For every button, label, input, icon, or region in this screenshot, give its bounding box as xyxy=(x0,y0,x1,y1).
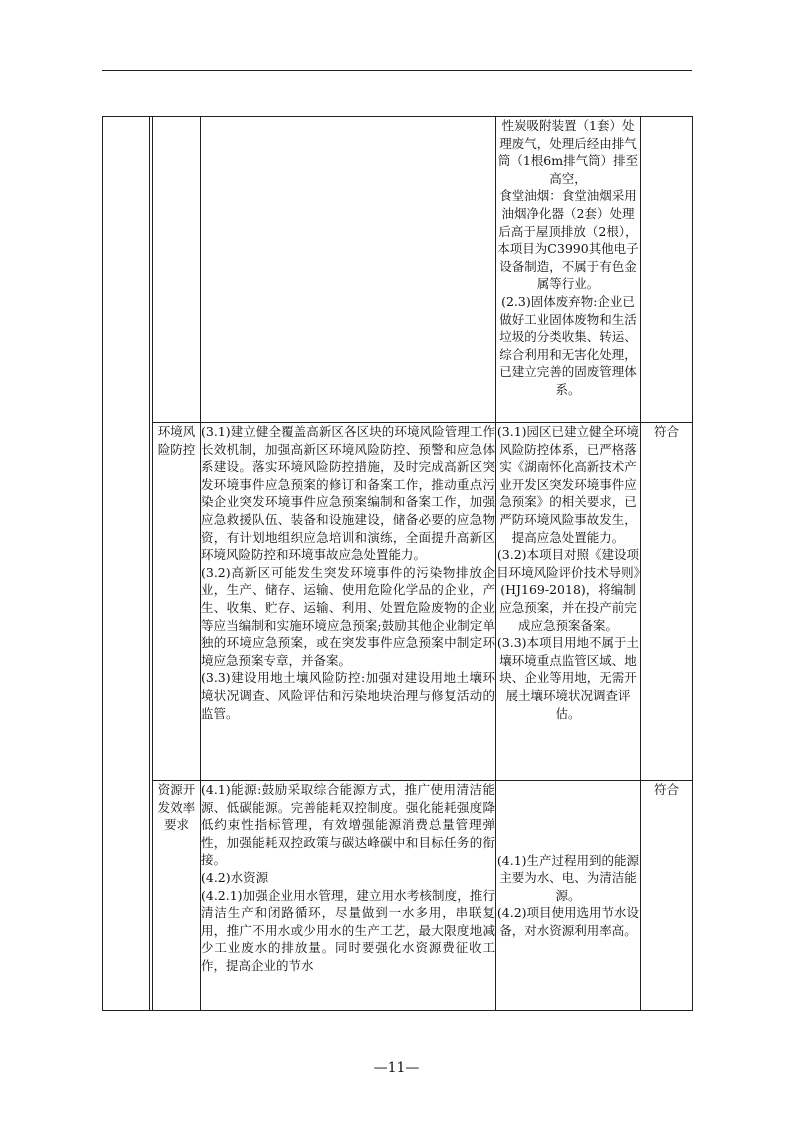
requirement-cell xyxy=(201,781,496,1011)
table-row xyxy=(103,117,693,423)
outer-category-cell xyxy=(103,117,150,1011)
category-cell xyxy=(153,117,201,423)
status-cell xyxy=(496,423,641,781)
status-paragraph: (2.3)固体废弃物:企业已做好工业固体废物和生活垃圾的分类收集、转运、综合利用和无害化处理，已建立完善的固废管理体系。 xyxy=(499,293,637,397)
requirement-paragraph: (3.2)高新区可能发生突发环境事件的污染物排放企业，生产、储存、运输、使用危险化学品的企业，产生、收集、贮存、运输、利用、处置危险废物的企业等应当编制和实施环境应急预案;鼓励其他企业制定单独的环境应急预案，或在突发事件应急预案中制定环境应急预案专章，并备案。 xyxy=(201,564,495,668)
status-paragraph: (4.1)生产过程用到的能源主要为水、电、为清洁能源。 xyxy=(496,852,640,903)
requirement-paragraph: (3.3)建设用地土壤风险防控:加强对建设用地土壤环境状况调查、风险评估和污染地块治理与修复活动的监管。 xyxy=(201,670,495,721)
status-paragraph: 性炭吸附装置（1套）处理废气，处理后经由排气筒（1根6m排气筒）排至高空， xyxy=(497,118,639,186)
status-paragraph: (3.1)园区已建立健全环境风险防控体系，已严格落实《湖南怀化高新技术产业开发区突发环境事件应急预案》的相关要求，已严防环境风险事故发生，提高应急处置能力。 xyxy=(496,424,640,545)
requirement-paragraph: (4.1)能源:鼓励采取综合能源方式，推广使用清洁能源、低碳能源。完善能耗双控制度。强化能耗强度降低约束性指标管理，有效增强能源消费总量管理弹性，加强能耗双控政策与碳达峰碳中和目标任务的衔接。 xyxy=(201,782,495,868)
header-rule xyxy=(102,70,692,71)
requirement-paragraph: (3.1)建立健全覆盖高新区各区块的环境风险管理工作长效机制，加强高新区环境风险防控、预警和应急体系建设。落实环境风险防控措施，及时完成高新区突发环境事件应急预案的修订和备案工作，推动重点污染企业突发环境事件应急预案编制和备案工作，加强应急救援队伍、装备和设施建设，储备必要的应急物资，有计划地组织应急培训和演练，全面提升高新区环境风险防控和环境事故应急处置能力。 xyxy=(201,424,495,563)
requirement-cell xyxy=(201,423,496,781)
status-paragraph: (4.2)项目使用选用节水设备，对水资源利用率高。 xyxy=(496,905,640,938)
category-cell: 环境风险防控 xyxy=(153,423,201,781)
requirement-paragraph: (4.2.1)加强企业用水管理，建立用水考核制度，推行清洁生产和闭路循环，尽量做到一水多用，串联复用，推广不用水或少用水的生产工艺，最大限度地减少工业废水的排放量。同时要强化水资源费征收工作，提高企业的节水 xyxy=(201,887,495,973)
requirement-paragraph: (4.2)水资源 xyxy=(201,869,269,885)
result-cell xyxy=(641,117,693,423)
requirement-cell xyxy=(201,117,496,423)
status-paragraph: (3.2)本项目对照《建设项目环境风险评价技术导则》(HJ169-2018)，将编制应急预案，并在投产前完成应急预案备案。 xyxy=(496,547,640,633)
status-paragraph: 食堂油烟：食堂油烟采用油烟净化器（2套）处理后高于屋顶排放（2根），本项目为C3990其他电子设备制造，不属于有色金属等行业。 xyxy=(497,188,639,292)
page-number: —11— xyxy=(373,1060,420,1076)
result-cell: 符合 xyxy=(641,423,693,781)
table-row xyxy=(103,423,693,781)
table-row xyxy=(103,781,693,1011)
status-cell xyxy=(496,117,641,423)
status-cell xyxy=(496,781,641,1011)
category-cell: 资源开发效率要求 xyxy=(153,781,201,1011)
result-cell: 符合 xyxy=(641,781,693,1011)
compliance-table xyxy=(102,116,693,1011)
status-paragraph: (3.3)本项目用地不属于土壤环境重点监管区域、地块、企业等用地，无需开展土壤环境状况调查评估。 xyxy=(496,635,640,721)
